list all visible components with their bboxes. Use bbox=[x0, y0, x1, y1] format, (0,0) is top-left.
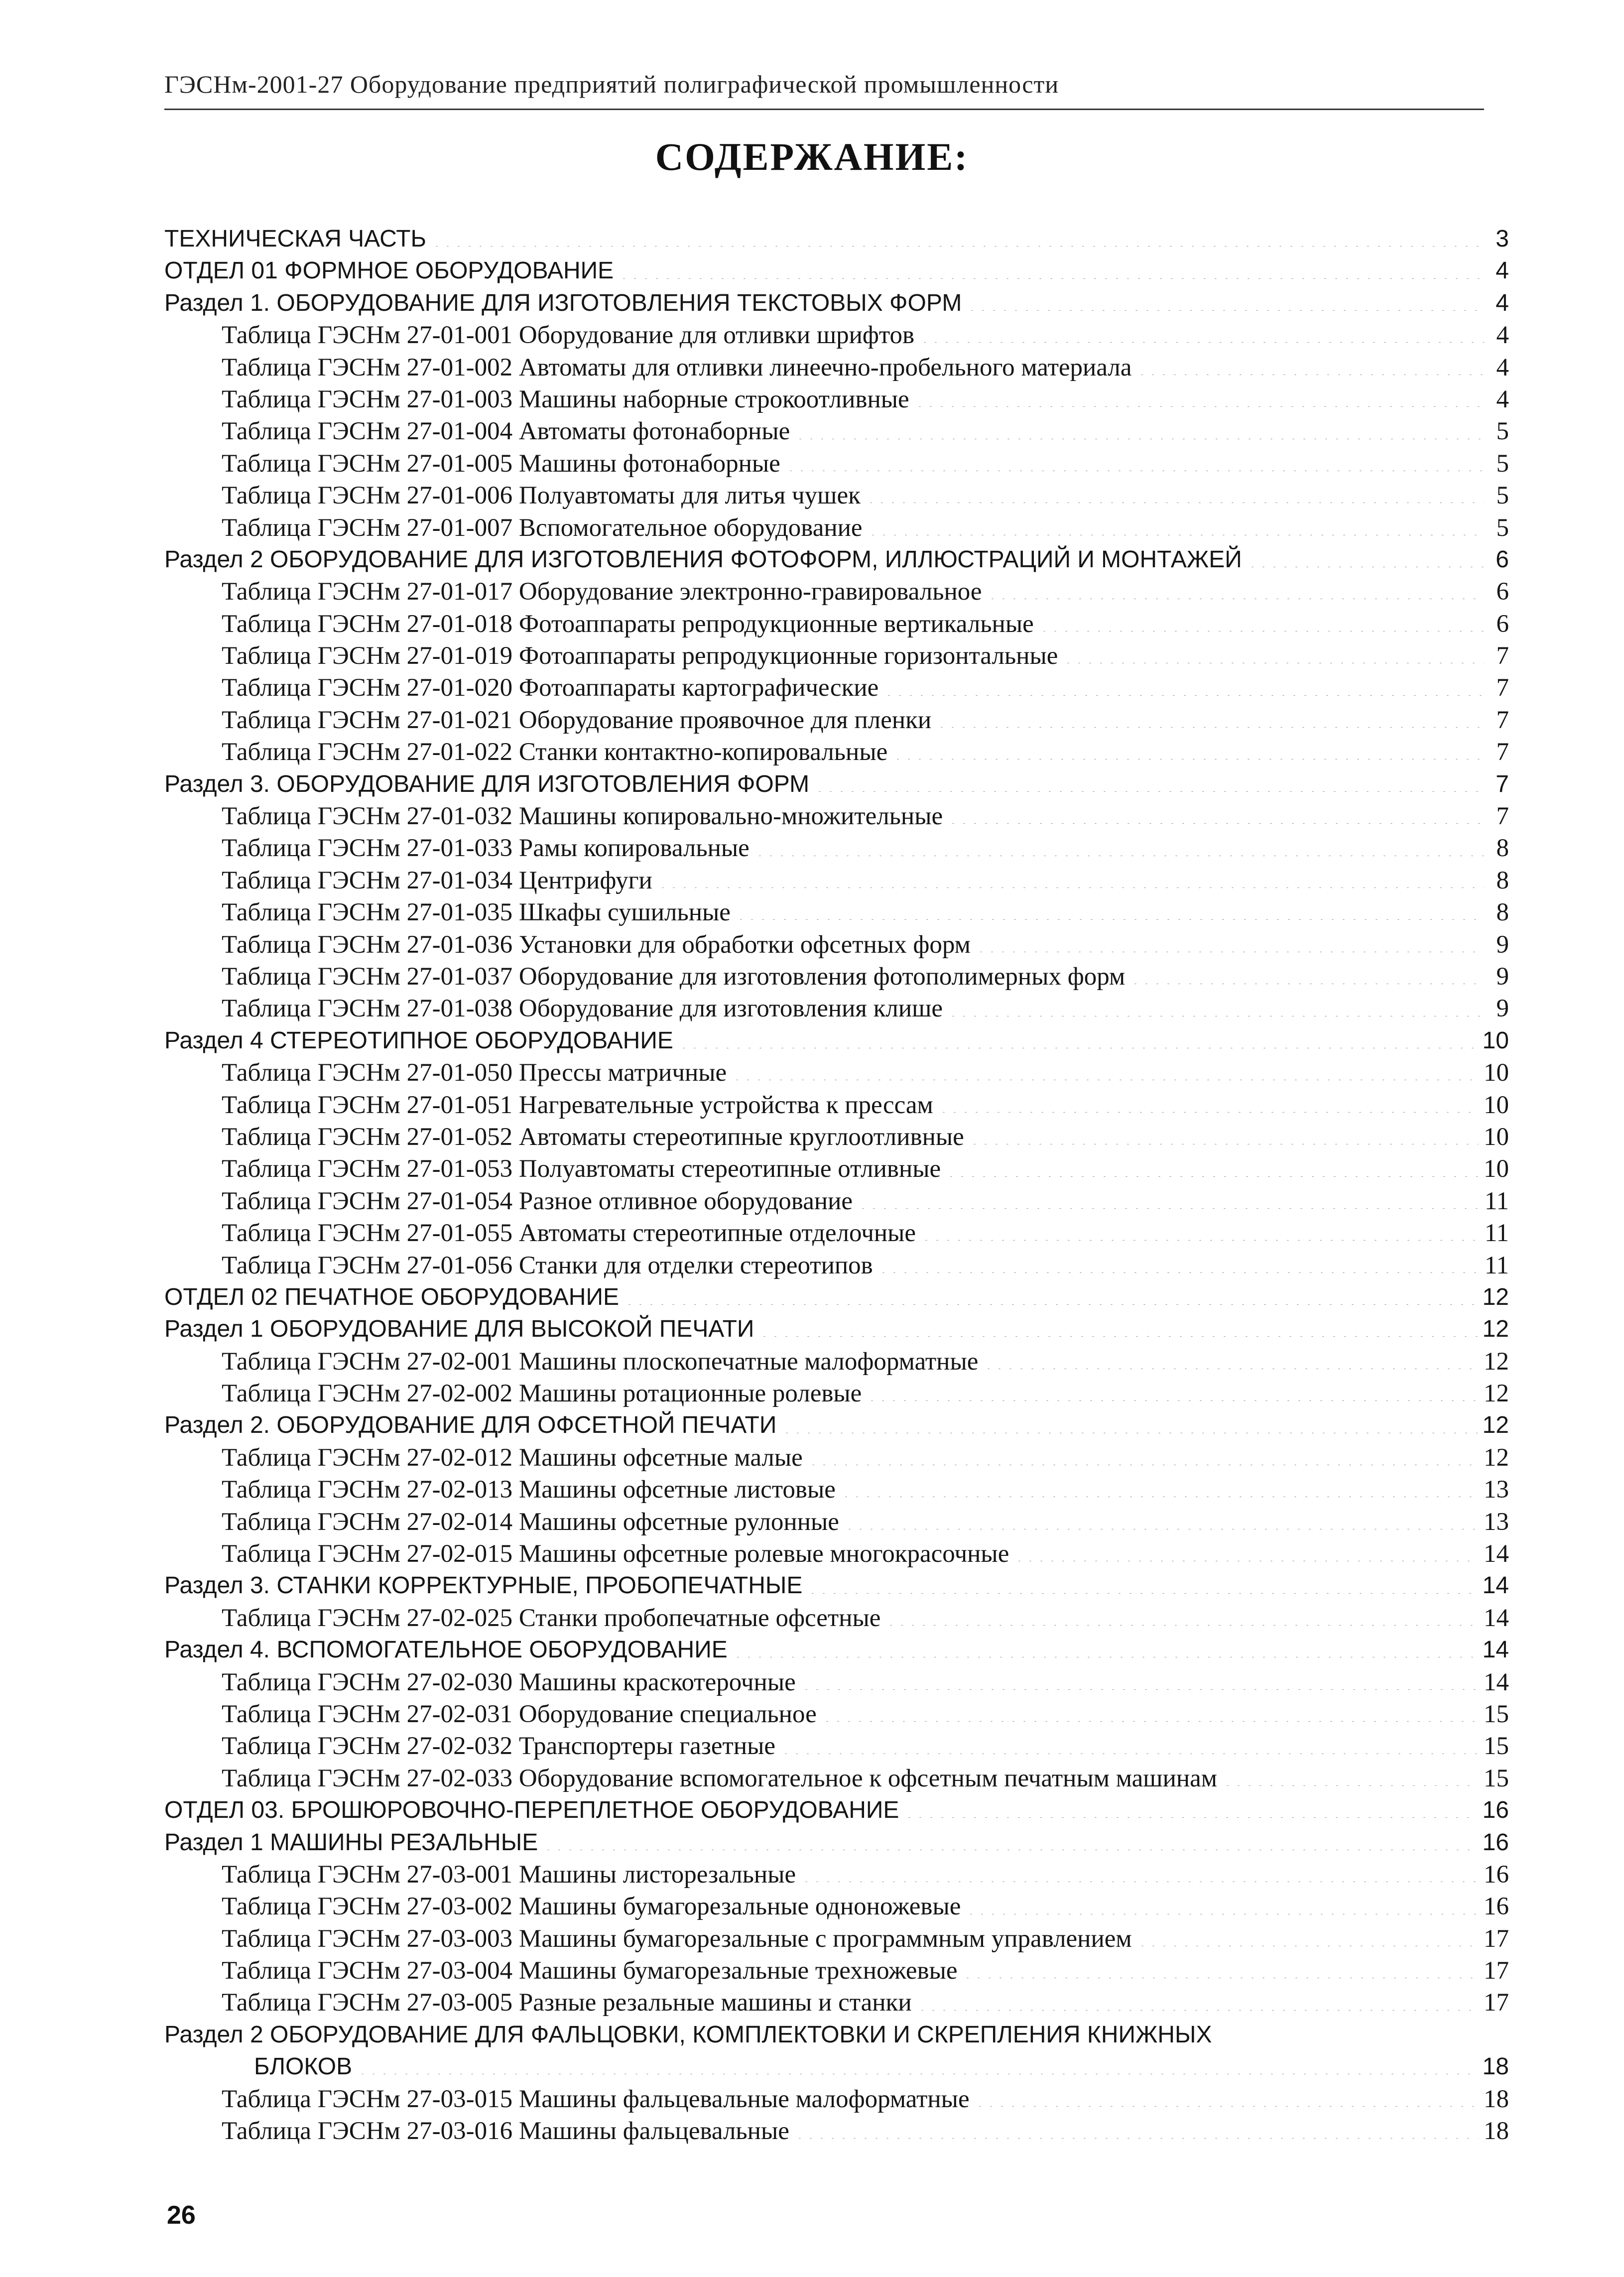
toc-entry-title: Таблица ГЭСНм 27-01-054 Разное отливное оборудование bbox=[222, 1187, 853, 1215]
toc-dot-leader bbox=[946, 1176, 1479, 1177]
toc-table-entry bbox=[164, 1250, 1509, 1281]
toc-dot-leader bbox=[754, 855, 1484, 856]
toc-dot-leader bbox=[917, 2010, 1479, 2011]
toc-page-number: 14 bbox=[1482, 1637, 1509, 1663]
toc-dot-leader bbox=[807, 1593, 1477, 1594]
toc-table-entry bbox=[164, 1057, 1509, 1089]
toc-entry-title: Таблица ГЭСНм 27-02-015 Машины офсетные ролевые многокрасочные bbox=[222, 1540, 1009, 1568]
toc-page-number: 4 bbox=[1496, 353, 1509, 381]
toc-section-entry bbox=[164, 1794, 1509, 1826]
toc-dot-leader bbox=[938, 1112, 1479, 1113]
toc-page-number: 5 bbox=[1496, 482, 1509, 510]
toc-dot-leader bbox=[904, 1817, 1477, 1818]
toc-dot-leader bbox=[844, 1528, 1479, 1529]
toc-dot-leader bbox=[1039, 631, 1484, 632]
toc-page-number: 17 bbox=[1484, 1989, 1509, 2017]
page-title: СОДЕРЖАНИЕ: bbox=[655, 135, 969, 178]
toc-section-entry bbox=[164, 287, 1509, 319]
toc-page-number: 8 bbox=[1496, 898, 1509, 927]
toc-table-entry bbox=[164, 319, 1509, 351]
toc-table-entry bbox=[164, 1891, 1509, 1922]
toc-page-number: 9 bbox=[1496, 930, 1509, 959]
toc-table-entry bbox=[164, 1185, 1509, 1217]
toc-dot-leader bbox=[866, 502, 1484, 503]
toc-entry-title: Раздел 1 МАШИНЫ РЕЗАЛЬНЫЕ bbox=[164, 1829, 538, 1856]
toc-entry-title: Таблица ГЭСНм 27-02-002 Машины ротационные ролевые bbox=[222, 1380, 862, 1408]
toc-table-entry bbox=[164, 352, 1509, 383]
toc-entry-title: Таблица ГЭСНм 27-01-052 Автоматы стереотипные круглоотливные bbox=[222, 1123, 964, 1151]
toc-page-number: 7 bbox=[1496, 642, 1509, 670]
toc-dot-leader bbox=[1137, 1945, 1479, 1946]
toc-entry-title: Таблица ГЭСНм 27-01-002 Автоматы для отливки линеечно-пробельного материала bbox=[222, 353, 1132, 381]
toc-entry-title: БЛОКОВ bbox=[254, 2053, 353, 2080]
toc-table-entry bbox=[164, 1923, 1509, 1955]
toc-page-number: 6 bbox=[1496, 610, 1509, 638]
toc-table-entry bbox=[164, 1602, 1509, 1634]
toc-entry-title: Раздел 2 ОБОРУДОВАНИЕ ДЛЯ ИЗГОТОВЛЕНИЯ ФОТОФОРМ, ИЛЛЮСТРАЦИЙ И МОНТАЖЕЙ bbox=[164, 546, 1242, 573]
toc-table-entry bbox=[164, 1987, 1509, 2019]
toc-page-number: 14 bbox=[1482, 1572, 1509, 1599]
toc-dot-leader bbox=[962, 1977, 1479, 1978]
toc-page-number: 3 bbox=[1496, 226, 1509, 252]
toc-table-entry bbox=[164, 1506, 1509, 1538]
toc-page-number: 4 bbox=[1496, 321, 1509, 350]
toc-dot-leader bbox=[1222, 1785, 1479, 1786]
toc-entry-title: Таблица ГЭСНм 27-03-001 Машины листорезальные bbox=[222, 1860, 796, 1889]
toc-dot-leader bbox=[867, 1400, 1479, 1401]
toc-dot-leader bbox=[868, 534, 1484, 535]
toc-dot-leader bbox=[878, 1272, 1480, 1273]
toc-entry-title: Таблица ГЭСНм 27-01-055 Автоматы стереотипные отделочные bbox=[222, 1219, 916, 1248]
toc-dot-leader bbox=[808, 1464, 1479, 1465]
toc-table-entry bbox=[164, 929, 1509, 961]
toc-page-number: 9 bbox=[1496, 962, 1509, 991]
toc-entry-title: Таблица ГЭСНм 27-01-037 Оборудование для изготовления фотополимерных форм bbox=[222, 962, 1125, 991]
toc-dot-leader bbox=[794, 2138, 1479, 2139]
toc-table-entry bbox=[164, 1089, 1509, 1121]
toc-dot-leader bbox=[624, 1304, 1478, 1305]
toc-table-entry bbox=[164, 1730, 1509, 1762]
toc-table-entry bbox=[164, 1442, 1509, 1474]
toc-entry-title: Таблица ГЭСНм 27-01-018 Фотоаппараты репродукционные вертикальные bbox=[222, 610, 1034, 638]
toc-dot-leader bbox=[759, 1336, 1477, 1337]
toc-dot-leader bbox=[657, 887, 1484, 888]
toc-table-entry bbox=[164, 448, 1509, 480]
toc-entry-title: Таблица ГЭСНм 27-02-030 Машины краскотерочные bbox=[222, 1668, 796, 1696]
toc-page-number: 15 bbox=[1484, 1764, 1509, 1792]
toc-table-entry bbox=[164, 383, 1509, 415]
toc-dot-leader bbox=[1247, 566, 1484, 567]
header-rule bbox=[164, 109, 1484, 110]
toc-table-entry bbox=[164, 1378, 1509, 1409]
toc-page-number: 17 bbox=[1484, 1957, 1509, 1985]
toc-table-entry bbox=[164, 1121, 1509, 1153]
toc-table-entry bbox=[164, 800, 1509, 832]
toc-entry-title: Таблица ГЭСНм 27-01-056 Станки для отделки стереотипов bbox=[222, 1251, 873, 1279]
toc-entry-title: Таблица ГЭСНм 27-02-033 Оборудование вспомогательное к офсетным печатным машинам bbox=[222, 1764, 1218, 1792]
toc-entry-title: Раздел 1. ОБОРУДОВАНИЕ ДЛЯ ИЗГОТОВЛЕНИЯ ТЕКСТОВЫХ ФОРМ bbox=[164, 289, 962, 316]
toc-table-entry bbox=[164, 1538, 1509, 1570]
toc-entry-title: Раздел 3. СТАНКИ КОРРЕКТУРНЫЕ, ПРОБОПЕЧАТНЫЕ bbox=[164, 1572, 803, 1599]
toc-entry-title: Таблица ГЭСНм 27-01-004 Автоматы фотонаборные bbox=[222, 417, 790, 446]
toc-page-number: 10 bbox=[1484, 1155, 1509, 1183]
toc-dot-leader bbox=[976, 951, 1484, 952]
toc-table-entry bbox=[164, 993, 1509, 1024]
toc-table-entry bbox=[164, 1698, 1509, 1730]
toc-dot-leader bbox=[921, 1240, 1480, 1241]
toc-page-number: 7 bbox=[1496, 706, 1509, 734]
toc-page-number: 13 bbox=[1484, 1476, 1509, 1504]
toc-page-number: 8 bbox=[1496, 866, 1509, 894]
toc-table-entry bbox=[164, 576, 1509, 608]
toc-entry-title: Таблица ГЭСНм 27-02-032 Транспортеры газетные bbox=[222, 1732, 776, 1761]
toc-dot-leader bbox=[732, 1079, 1479, 1080]
toc-dot-leader bbox=[801, 1689, 1479, 1690]
toc-entry-title: Таблица ГЭСНм 27-02-012 Машины офсетные малые bbox=[222, 1443, 803, 1472]
toc-page-number: 15 bbox=[1484, 1732, 1509, 1761]
toc-entry-title: Таблица ГЭСНм 27-02-031 Оборудование специальное bbox=[222, 1700, 817, 1728]
toc-section-entry bbox=[164, 1827, 1509, 1859]
toc-entry-title: ТЕХНИЧЕСКАЯ ЧАСТЬ bbox=[164, 226, 427, 252]
toc-page-number: 14 bbox=[1484, 1540, 1509, 1568]
toc-dot-leader bbox=[733, 1656, 1478, 1657]
toc-entry-title: ОТДЕЛ 02 ПЕЧАТНОЕ ОБОРУДОВАНИЕ bbox=[164, 1283, 619, 1310]
toc-table-entry bbox=[164, 2083, 1509, 2115]
toc-dot-leader bbox=[841, 1496, 1479, 1497]
table-of-contents bbox=[164, 223, 1509, 2147]
toc-section-entry bbox=[164, 2019, 1509, 2051]
toc-section-entry bbox=[164, 1409, 1509, 1441]
toc-entry-title: Таблица ГЭСНм 27-03-003 Машины бумагорезальные с программным управлением bbox=[222, 1924, 1132, 1953]
toc-page-number: 8 bbox=[1496, 834, 1509, 863]
toc-section-entry bbox=[164, 1634, 1509, 1666]
toc-entry-title: ОТДЕЛ 03. БРОШЮРОВОЧНО-ПЕРЕПЛЕТНОЕ ОБОРУДОВАНИЕ bbox=[164, 1797, 899, 1824]
toc-entry-title: ОТДЕЛ 01 ФОРМНОЕ ОБОРУДОВАНИЕ bbox=[164, 257, 614, 284]
toc-table-entry bbox=[164, 1153, 1509, 1185]
toc-section-entry bbox=[164, 1281, 1509, 1313]
toc-page-number: 16 bbox=[1482, 1797, 1509, 1824]
toc-table-entry bbox=[164, 608, 1509, 640]
toc-entry-title: Таблица ГЭСНм 27-01-006 Полуавтоматы для литья чушек bbox=[222, 482, 861, 510]
toc-entry-title: Таблица ГЭСНм 27-01-022 Станки контактно-копировальные bbox=[222, 738, 888, 766]
toc-table-entry bbox=[164, 672, 1509, 704]
toc-page-number: 12 bbox=[1482, 1316, 1509, 1343]
toc-table-entry bbox=[164, 415, 1509, 447]
toc-dot-leader bbox=[801, 1881, 1479, 1882]
toc-dot-leader bbox=[883, 695, 1484, 696]
toc-entry-title: Таблица ГЭСНм 27-03-016 Машины фальцевальные bbox=[222, 2117, 789, 2146]
toc-section-entry bbox=[164, 223, 1509, 255]
toc-entry-title: Таблица ГЭСНм 27-01-001 Оборудование для отливки шрифтов bbox=[222, 321, 915, 350]
toc-dot-leader bbox=[975, 2106, 1479, 2107]
toc-page-number: 4 bbox=[1496, 289, 1509, 316]
toc-page-number: 9 bbox=[1496, 995, 1509, 1023]
toc-dot-leader bbox=[936, 727, 1484, 728]
toc-entry-title: Раздел 2. ОБОРУДОВАНИЕ ДЛЯ ОФСЕТНОЙ ПЕЧАТИ bbox=[164, 1412, 777, 1439]
toc-entry-title: Таблица ГЭСНм 27-02-013 Машины офсетные листовые bbox=[222, 1476, 836, 1504]
toc-entry-title: Таблица ГЭСНм 27-01-003 Машины наборные строкоотливные bbox=[222, 385, 909, 413]
toc-table-entry bbox=[164, 704, 1509, 736]
toc-page-number: 7 bbox=[1496, 674, 1509, 702]
toc-dot-leader bbox=[987, 598, 1484, 599]
toc-entry-title: Таблица ГЭСНм 27-01-051 Нагревательные устройства к прессам bbox=[222, 1091, 933, 1119]
toc-page-number: 12 bbox=[1484, 1347, 1509, 1376]
toc-dot-leader bbox=[948, 1015, 1484, 1016]
toc-table-entry bbox=[164, 832, 1509, 864]
toc-section-entry bbox=[164, 768, 1509, 800]
toc-dot-leader bbox=[814, 791, 1484, 792]
toc-table-entry bbox=[164, 1217, 1509, 1249]
toc-dot-leader bbox=[431, 246, 1484, 247]
toc-entry-title: Раздел 1 ОБОРУДОВАНИЕ ДЛЯ ВЫСОКОЙ ПЕЧАТИ bbox=[164, 1316, 754, 1343]
toc-entry-title: Таблица ГЭСНм 27-03-004 Машины бумагорезальные трехножевые bbox=[222, 1957, 958, 1985]
toc-page-number: 7 bbox=[1496, 770, 1509, 797]
toc-entry-title: Таблица ГЭСНм 27-01-017 Оборудование электронно-гравировальное bbox=[222, 578, 982, 606]
toc-entry-title: Таблица ГЭСНм 27-02-001 Машины плоскопечатные малоформатные bbox=[222, 1347, 979, 1376]
toc-page-number: 18 bbox=[1484, 2085, 1509, 2113]
toc-entry-title: Таблица ГЭСНм 27-01-033 Рамы копировальные bbox=[222, 834, 750, 863]
toc-page-number: 17 bbox=[1484, 1924, 1509, 1953]
toc-dot-leader bbox=[543, 1849, 1477, 1850]
toc-page-number: 10 bbox=[1484, 1059, 1509, 1087]
toc-page-number: 6 bbox=[1496, 578, 1509, 606]
toc-table-entry bbox=[164, 896, 1509, 928]
toc-dot-leader bbox=[785, 470, 1484, 471]
toc-entry-title: Таблица ГЭСНм 27-01-036 Установки для обработки офсетных форм bbox=[222, 930, 971, 959]
toc-dot-leader bbox=[1063, 662, 1484, 663]
toc-section-entry bbox=[164, 544, 1509, 576]
toc-entry-title: Таблица ГЭСНм 27-01-032 Машины копировально-множительные bbox=[222, 802, 943, 831]
toc-page-number: 16 bbox=[1484, 1893, 1509, 1921]
toc-page-number: 12 bbox=[1484, 1380, 1509, 1408]
toc-page-number: 14 bbox=[1484, 1604, 1509, 1632]
toc-entry-title: Таблица ГЭСНм 27-01-034 Центрифуги bbox=[222, 866, 652, 894]
toc-table-entry bbox=[164, 1474, 1509, 1506]
toc-entry-title: Таблица ГЭСНм 27-03-002 Машины бумагорезальные одноножевые bbox=[222, 1893, 961, 1921]
toc-dot-leader bbox=[1130, 983, 1484, 984]
toc-entry-title: Раздел 4. ВСПОМОГАТЕЛЬНОЕ ОБОРУДОВАНИЕ bbox=[164, 1637, 728, 1663]
toc-dot-leader bbox=[619, 278, 1484, 279]
toc-entry-title: Таблица ГЭСНм 27-01-005 Машины фотонаборные bbox=[222, 449, 780, 478]
toc-dot-leader bbox=[1136, 374, 1484, 375]
page-number: 26 bbox=[167, 2201, 196, 2230]
toc-table-entry bbox=[164, 1955, 1509, 1987]
toc-page-number: 14 bbox=[1484, 1668, 1509, 1696]
toc-dot-leader bbox=[967, 310, 1484, 311]
toc-page-number: 7 bbox=[1496, 802, 1509, 831]
toc-entry-title: Таблица ГЭСНм 27-01-019 Фотоаппараты репродукционные горизонтальные bbox=[222, 642, 1058, 670]
toc-page-number: 5 bbox=[1496, 449, 1509, 478]
toc-page-number: 5 bbox=[1496, 513, 1509, 542]
toc-dot-leader bbox=[858, 1208, 1480, 1209]
toc-page-number: 18 bbox=[1484, 2117, 1509, 2146]
toc-entry-title: Раздел 4 СТЕРЕОТИПНОЕ ОБОРУДОВАНИЕ bbox=[164, 1027, 673, 1054]
toc-page-number: 4 bbox=[1496, 385, 1509, 413]
toc-dot-leader bbox=[780, 1753, 1479, 1754]
toc-page-number: 18 bbox=[1482, 2053, 1509, 2080]
toc-dot-leader bbox=[357, 2073, 1478, 2074]
toc-entry-title: Таблица ГЭСНм 27-01-053 Полуавтоматы стереотипные отливные bbox=[222, 1155, 941, 1183]
toc-table-entry bbox=[164, 2115, 1509, 2147]
toc-page-number: 11 bbox=[1484, 1251, 1509, 1279]
toc-page-number: 13 bbox=[1484, 1508, 1509, 1536]
toc-section-entry bbox=[164, 1570, 1509, 1602]
toc-dot-leader bbox=[822, 1721, 1479, 1722]
toc-section-entry bbox=[164, 255, 1509, 287]
toc-entry-title: Таблица ГЭСНм 27-02-025 Станки пробопечатные офсетные bbox=[222, 1604, 881, 1632]
toc-table-entry bbox=[164, 1859, 1509, 1891]
toc-dot-leader bbox=[795, 438, 1484, 439]
toc-section-entry bbox=[164, 2051, 1509, 2083]
toc-page-number: 7 bbox=[1496, 738, 1509, 766]
toc-dot-leader bbox=[969, 1143, 1479, 1144]
toc-table-entry bbox=[164, 480, 1509, 511]
toc-table-entry bbox=[164, 736, 1509, 768]
toc-table-entry bbox=[164, 1763, 1509, 1794]
toc-entry-title: Раздел 2 ОБОРУДОВАНИЕ ДЛЯ ФАЛЬЦОВКИ, КОМПЛЕКТОВКИ И СКРЕПЛЕНИЯ КНИЖНЫХ bbox=[164, 2021, 1212, 2048]
toc-page-number: 11 bbox=[1484, 1219, 1509, 1248]
running-header: ГЭСНм-2001-27 Оборудование предприятий полиграфической промышленности bbox=[164, 70, 1059, 98]
toc-section-entry bbox=[164, 1313, 1509, 1345]
toc-entry-title: Таблица ГЭСНм 27-01-020 Фотоаппараты картографические bbox=[222, 674, 879, 702]
toc-page-number: 6 bbox=[1496, 546, 1509, 573]
toc-table-entry bbox=[164, 1666, 1509, 1698]
toc-page-number: 16 bbox=[1484, 1860, 1509, 1889]
toc-entry-title: Раздел 3. ОБОРУДОВАНИЕ ДЛЯ ИЗГОТОВЛЕНИЯ ФОРМ bbox=[164, 770, 810, 797]
toc-dot-leader bbox=[983, 1368, 1479, 1369]
toc-page-number: 10 bbox=[1484, 1091, 1509, 1119]
toc-dot-leader bbox=[736, 919, 1484, 920]
toc-dot-leader bbox=[885, 1625, 1479, 1626]
toc-table-entry bbox=[164, 961, 1509, 993]
toc-dot-leader bbox=[914, 406, 1484, 407]
toc-entry-title: Таблица ГЭСНм 27-01-038 Оборудование для изготовления клише bbox=[222, 995, 943, 1023]
toc-entry-title: Таблица ГЭСНм 27-01-035 Шкафы сушильные bbox=[222, 898, 731, 927]
toc-page-number: 11 bbox=[1484, 1187, 1509, 1215]
toc-page-number: 10 bbox=[1482, 1027, 1509, 1054]
toc-table-entry bbox=[164, 865, 1509, 896]
toc-entry-title: Таблица ГЭСНм 27-01-007 Вспомогательное оборудование bbox=[222, 513, 863, 542]
toc-entry-title: Таблица ГЭСНм 27-03-005 Разные резальные машины и станки bbox=[222, 1989, 912, 2017]
toc-page-number: 4 bbox=[1496, 257, 1509, 284]
toc-entry-title: Таблица ГЭСНм 27-02-014 Машины офсетные рулонные bbox=[222, 1508, 839, 1536]
toc-dot-leader bbox=[1014, 1560, 1479, 1561]
toc-page-number: 10 bbox=[1484, 1123, 1509, 1151]
toc-page-number: 12 bbox=[1484, 1443, 1509, 1472]
toc-dot-leader bbox=[948, 823, 1484, 824]
toc-entry-title: Таблица ГЭСНм 27-03-015 Машины фальцевальные малоформатные bbox=[222, 2085, 970, 2113]
toc-table-entry bbox=[164, 1346, 1509, 1378]
toc-page-number: 12 bbox=[1482, 1283, 1509, 1310]
toc-section-entry bbox=[164, 1025, 1509, 1057]
toc-table-entry bbox=[164, 640, 1509, 672]
toc-table-entry bbox=[164, 512, 1509, 544]
toc-page-number: 15 bbox=[1484, 1700, 1509, 1728]
toc-entry-title: Таблица ГЭСНм 27-01-050 Прессы матричные bbox=[222, 1059, 727, 1087]
toc-dot-leader bbox=[781, 1432, 1477, 1433]
toc-page-number: 16 bbox=[1482, 1829, 1509, 1856]
toc-dot-leader bbox=[966, 1913, 1479, 1914]
toc-dot-leader bbox=[919, 342, 1484, 343]
toc-entry-title: Таблица ГЭСНм 27-01-021 Оборудование проявочное для пленки bbox=[222, 706, 932, 734]
toc-dot-leader bbox=[678, 1047, 1478, 1048]
toc-page-number: 5 bbox=[1496, 417, 1509, 446]
toc-page-number: 12 bbox=[1482, 1412, 1509, 1439]
